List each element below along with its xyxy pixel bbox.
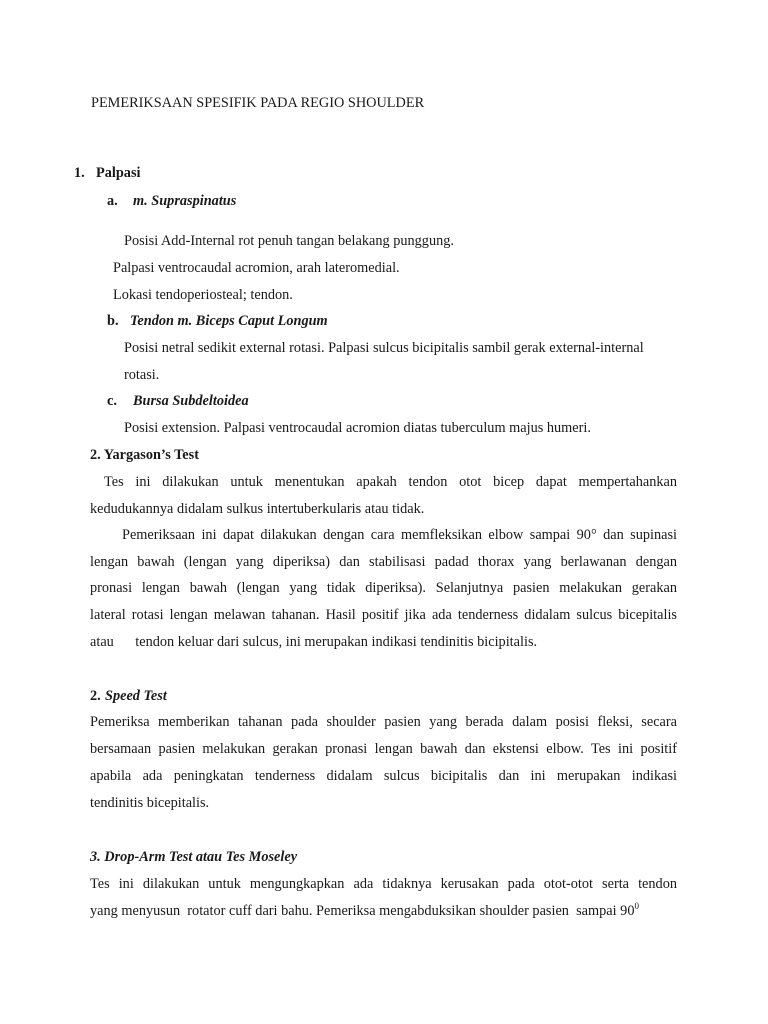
subsection-b-marker: b. xyxy=(107,313,119,329)
section-1-number: 1. xyxy=(74,165,85,181)
subsection-c-marker: c. xyxy=(107,393,117,409)
text-line: lateral rotasi lengan melawan tahanan. Hasil positif jika ada tenderness didalam sulcus bicepitalis xyxy=(90,607,677,623)
text-line: lengan bawah (lengan yang diperiksa) dan stabilisasi padad thorax yang berlawanan dengan xyxy=(90,554,677,570)
subsection-a-marker: a. xyxy=(107,193,118,209)
text-line: Lokasi tendoperiosteal; tendon. xyxy=(113,287,293,303)
text-line: Tes ini dilakukan untuk mengungkapkan ada tidaknya kerusakan pada otot-otot serta tendon xyxy=(90,876,677,892)
text-line-with-superscript xyxy=(90,902,639,920)
text-line: Tes ini dilakukan untuk menentukan apakah tendon otot bicep dapat mempertahankan xyxy=(104,474,677,490)
degree-superscript: 0 xyxy=(634,901,639,912)
text-line: bersamaan pasien melakukan gerakan pronasi lengan bawah dan ekstensi elbow. Tes ini positif xyxy=(90,741,677,757)
text-line: Posisi Add-Internal rot penuh tangan belakang punggung. xyxy=(124,233,454,249)
section-3-number: 2. xyxy=(90,688,101,704)
text-line: atau tendon keluar dari sulcus, ini merupakan indikasi tendinitis bicipitalis. xyxy=(90,634,538,650)
text-line: apabila ada peningkatan tenderness didalam sulcus bicipitalis dan ini merupakan indikasi xyxy=(90,768,677,784)
text-line: Pemeriksa memberikan tahanan pada shoulder pasien yang berada dalam posisi fleksi, secara xyxy=(90,714,677,730)
section-3-heading: Speed Test xyxy=(105,688,167,704)
section-4-heading: 3. Drop-Arm Test atau Tes Moseley xyxy=(90,849,298,865)
subsection-b-heading: Tendon m. Biceps Caput Longum xyxy=(130,313,328,329)
text-line: Palpasi ventrocaudal acromion, arah lateromedial. xyxy=(113,260,400,276)
text-line-body: yang menyusun rotator cuff dari bahu. Pemeriksa mengabduksikan shoulder pasien sampai 90 xyxy=(90,903,635,919)
text-line: Posisi extension. Palpasi ventrocaudal acromion diatas tuberculum majus humeri. xyxy=(124,420,591,436)
subsection-c-heading: Bursa Subdeltoidea xyxy=(133,393,249,409)
text-line: pronasi lengan bawah (lengan yang tidak diperiksa). Selanjutnya pasien melakukan gerakan xyxy=(90,580,677,596)
text-line: tendinitis bicepitalis. xyxy=(90,795,210,811)
section-2-heading: 2. Yargason’s Test xyxy=(90,447,199,463)
section-1-heading: Palpasi xyxy=(96,165,141,181)
text-line: kedudukannya didalam sulkus intertuberkularis atau tidak. xyxy=(90,501,425,517)
page-title: PEMERIKSAAN SPESIFIK PADA REGIO SHOULDER xyxy=(91,95,425,111)
subsection-a-heading: m. Supraspinatus xyxy=(133,193,237,209)
text-line: Pemeriksaan ini dapat dilakukan dengan cara memfleksikan elbow sampai 90° dan supinasi xyxy=(122,527,677,543)
text-line: Posisi netral sedikit external rotasi. Palpasi sulcus bicipitalis sambil gerak external-internal xyxy=(124,340,644,356)
text-line: rotasi. xyxy=(124,367,160,383)
